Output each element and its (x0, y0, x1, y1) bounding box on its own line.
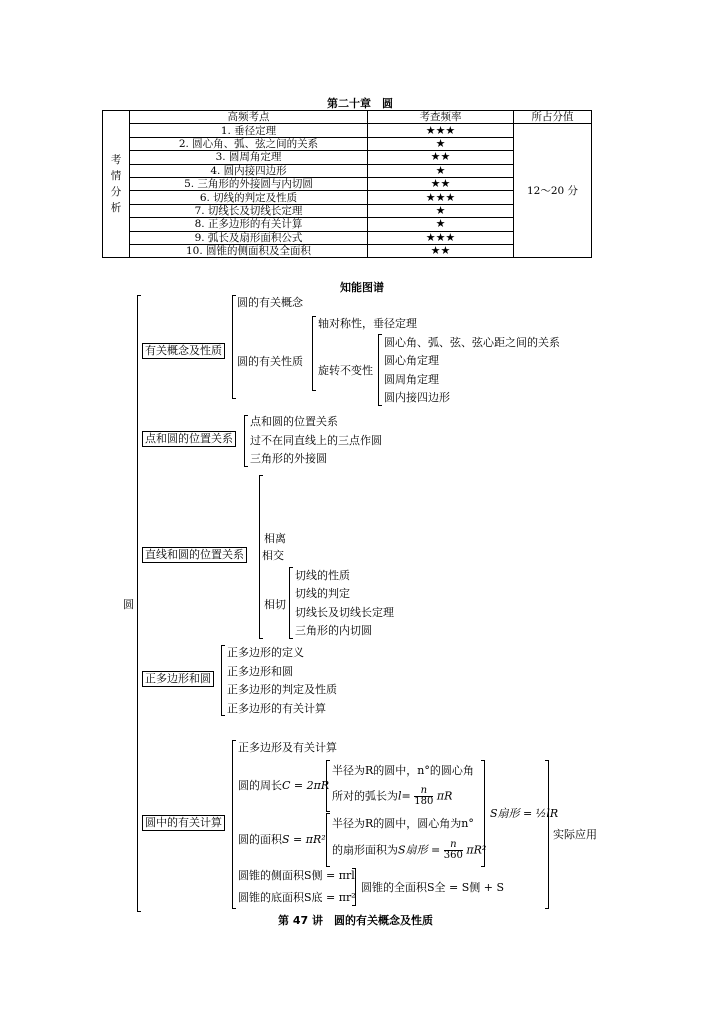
header-frequency: 考查频率 (368, 111, 514, 124)
chapter-title: 第二十章 圆 (327, 97, 393, 110)
brace (232, 740, 236, 909)
arc-length-symbol: l= (398, 789, 411, 803)
list-item: 圆心角定理 (384, 354, 439, 367)
list-item: 切线的性质 (295, 569, 350, 582)
root-brace (137, 295, 141, 912)
table-row-topic: 5. 三角形的外接圆与内切圆 (130, 177, 368, 190)
list-item: 切线长及切线长定理 (295, 606, 394, 619)
lecture-title: 第 47 讲 圆的有关概念及性质 (278, 914, 433, 927)
arc-fraction: $\frac{n}{180}$ (414, 785, 434, 807)
branch-circle-calc: 圆中的有关计算 (142, 815, 225, 831)
branch-line-circle: 直线和圆的位置关系 (142, 547, 247, 563)
table-row-freq: ★★ (368, 151, 514, 164)
node-tangent: 相切 (264, 598, 286, 611)
score-cell: 12～20 分 (514, 124, 592, 258)
brace (378, 334, 382, 406)
brace (326, 813, 330, 867)
brace (312, 316, 316, 391)
table-row-topic: 9. 弧长及扇形面积公式 (130, 231, 368, 244)
area-formula: S = πR² (282, 833, 326, 846)
arc-line2-text: 所对的弧长为 (332, 789, 398, 803)
table-row-freq: ★★ (368, 177, 514, 190)
brace (232, 295, 236, 399)
list-item: 切线的判定 (295, 587, 350, 600)
table-row-freq: ★ (368, 204, 514, 217)
circumference-formula: C = 2πR (282, 779, 330, 792)
node-cone-base: 圆锥的底面积S底 = πr² (238, 891, 356, 904)
node-circle-concepts: 圆的有关概念 (237, 296, 303, 309)
list-item: 点和圆的位置关系 (250, 415, 338, 428)
node-cone-full: 圆锥的全面积S全 = S侧 + S (361, 881, 505, 894)
table-row-topic: 4. 圆内接四边形 (130, 164, 368, 177)
branch-concepts-properties: 有关概念及性质 (142, 343, 225, 359)
side-label-char: 情 (110, 170, 122, 183)
node-intersect: 相交 (262, 549, 284, 562)
brace-right (481, 760, 485, 867)
list-item: 三角形的内切圆 (295, 624, 372, 637)
list-item: 正多边形的判定及性质 (227, 683, 337, 696)
node-area (238, 831, 326, 847)
list-item: 圆周角定理 (384, 373, 439, 386)
brace (326, 760, 330, 812)
table-row-freq: ★★★ (368, 191, 514, 204)
list-item: 三角形的外接圆 (250, 452, 327, 465)
side-label-char: 考 (110, 154, 122, 167)
header-score: 所占分值 (514, 111, 592, 124)
table-row-topic: 10. 圆锥的侧面积及全面积 (130, 244, 368, 257)
node-rotation-invariance: 旋转不变性 (318, 364, 373, 377)
brace (244, 415, 248, 467)
node-separate: 相离 (264, 532, 286, 545)
sector-line2-text: 的扇形面积为 (332, 843, 398, 857)
node-circumference (238, 777, 329, 793)
side-label-char: 分 (110, 186, 122, 199)
brace (221, 645, 225, 716)
table-row-topic: 3. 圆周角定理 (130, 151, 368, 164)
list-item: 圆内接四边形 (384, 391, 450, 404)
sector-symbol: S扇形 = (398, 843, 441, 857)
table-row-topic: 2. 圆心角、弧、弦之间的关系 (130, 137, 368, 150)
node-arc-line2: 所对的弧长为l= $\frac{n}{180}$ πR (332, 785, 453, 807)
node-polygon-calc: 正多边形及有关计算 (238, 741, 337, 754)
table-row-topic: 1. 垂径定理 (130, 124, 368, 137)
sector-fraction: $\frac{n}{360}$ (443, 839, 463, 861)
table-row-freq: ★ (368, 218, 514, 231)
table-row-freq: ★★★ (368, 124, 514, 137)
root-label: 圆 (123, 598, 134, 611)
node-sector-relation: S扇形 = ½lR (490, 807, 559, 820)
header-topic: 高频考点 (130, 111, 368, 124)
side-label-char: 析 (110, 202, 122, 215)
list-item: 圆心角、弧、弦、弦心距之间的关系 (384, 336, 560, 349)
node-cone-side: 圆锥的侧面积S侧 = πrl (238, 869, 355, 882)
table-row-freq: ★ (368, 137, 514, 150)
circumference-label: 圆的周长 (238, 779, 282, 792)
list-item: 过不在同直线上的三点作圆 (250, 434, 382, 447)
node-axial-symmetry: 轴对称性，垂径定理 (318, 317, 417, 330)
map-title: 知能图谱 (340, 281, 384, 294)
node-circle-properties: 圆的有关性质 (237, 355, 303, 368)
table-row-topic: 6. 切线的判定及性质 (130, 191, 368, 204)
table-row-freq: ★ (368, 164, 514, 177)
brace (289, 567, 293, 639)
table-row-topic: 8. 正多边形的有关计算 (130, 218, 368, 231)
list-item: 正多边形的有关计算 (227, 702, 326, 715)
branch-polygon-circle: 正多边形和圆 (142, 671, 214, 687)
table-row-freq: ★★★ (368, 231, 514, 244)
node-application: 实际应用 (553, 828, 597, 841)
branch-point-circle: 点和圆的位置关系 (142, 431, 236, 447)
area-label: 圆的面积 (238, 833, 282, 846)
brace-right (352, 868, 356, 906)
node-sector-line2: 的扇形面积为S扇形 = $\frac{n}{360}$ πR² (332, 839, 487, 861)
node-sector-line1: 半径为R的圆中，圆心角为n° (332, 817, 474, 830)
node-arc-line1: 半径为R的圆中，n°的圆心角 (332, 764, 474, 777)
side-label-cell (103, 111, 130, 258)
exam-analysis-table (102, 110, 592, 258)
table-row-freq: ★★ (368, 244, 514, 257)
table-row-topic: 7. 切线长及切线长定理 (130, 204, 368, 217)
list-item: 正多边形和圆 (227, 665, 293, 678)
list-item: 正多边形的定义 (227, 646, 304, 659)
brace-right (545, 760, 549, 909)
